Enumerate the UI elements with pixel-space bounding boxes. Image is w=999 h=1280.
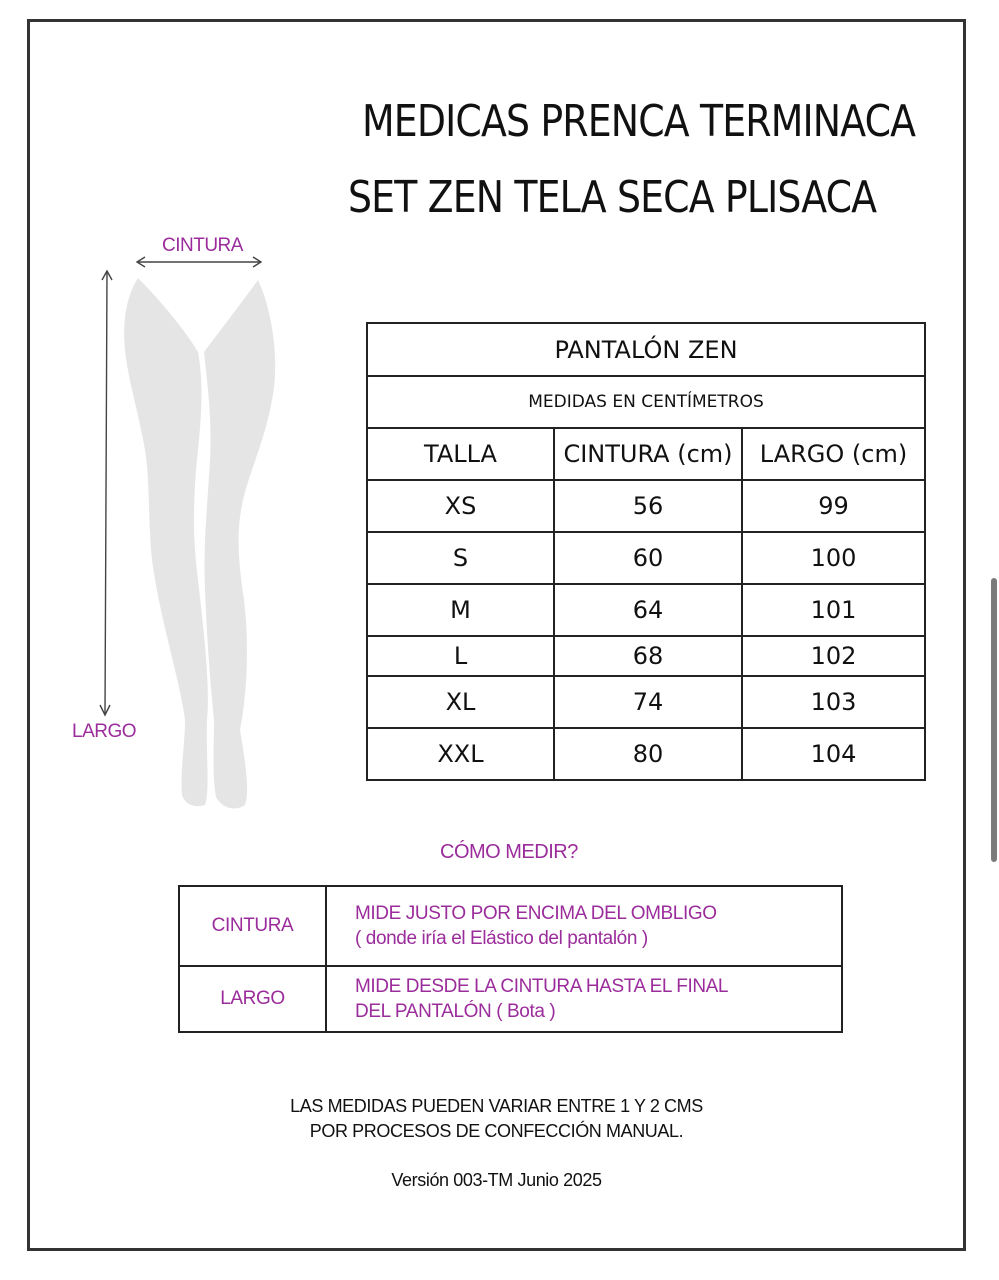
page-title-line-1: MEDICAS PRENCA TERMINACA	[362, 96, 916, 147]
instruction-line: MIDE DESDE LA CINTURA HASTA EL FINAL	[355, 976, 729, 997]
size-table-title: PANTALÓN ZEN	[367, 323, 925, 376]
waist-cell: 60	[554, 532, 742, 584]
how-to-measure-title: CÓMO MEDIR?	[440, 841, 578, 863]
column-header-talla: TALLA	[367, 428, 554, 480]
measure-key: CINTURA	[179, 886, 326, 966]
legs-illustration	[95, 252, 285, 817]
column-header-largo: LARGO (cm)	[742, 428, 925, 480]
waist-arrow	[137, 257, 261, 267]
size-cell: XS	[367, 480, 554, 532]
column-header-cintura: CINTURA (cm)	[554, 428, 742, 480]
instruction-line: ( donde iría el Elástico del pantalón )	[355, 928, 648, 949]
waist-label: CINTURA	[162, 235, 243, 256]
table-row	[367, 532, 925, 584]
measure-key: LARGO	[179, 966, 326, 1032]
measure-instruction	[326, 966, 842, 1032]
size-cell: S	[367, 532, 554, 584]
size-cell: M	[367, 584, 554, 636]
table-row	[179, 886, 842, 966]
page-title-line-2: SET ZEN TELA SECA PLISACA	[348, 172, 877, 223]
instruction-line: MIDE JUSTO POR ENCIMA DEL OMBLIGO	[355, 903, 717, 924]
size-cell: XXL	[367, 728, 554, 780]
length-cell: 99	[742, 480, 925, 532]
size-cell: XL	[367, 676, 554, 728]
table-row	[179, 966, 842, 1032]
length-cell: 104	[742, 728, 925, 780]
size-cell: L	[367, 636, 554, 676]
table-row	[367, 636, 925, 676]
waist-cell: 74	[554, 676, 742, 728]
table-row	[367, 676, 925, 728]
waist-cell: 64	[554, 584, 742, 636]
measure-instruction	[326, 886, 842, 966]
waist-cell: 80	[554, 728, 742, 780]
size-table-subtitle: MEDIDAS EN CENTÍMETROS	[367, 376, 925, 428]
waist-cell: 56	[554, 480, 742, 532]
table-row	[367, 584, 925, 636]
length-arrow	[100, 271, 112, 715]
variation-note-line-2: POR PROCESOS DE CONFECCIÓN MANUAL.	[309, 1121, 684, 1141]
legs-shape	[124, 278, 275, 808]
length-cell: 101	[742, 584, 925, 636]
length-cell: 103	[742, 676, 925, 728]
variation-note-line-1: LAS MEDIDAS PUEDEN VARIAR ENTRE 1 Y 2 CMS	[290, 1096, 703, 1116]
table-row	[367, 728, 925, 780]
version-label: Versión 003-TM Junio 2025	[391, 1170, 602, 1190]
length-label: LARGO	[72, 721, 137, 742]
scrollbar-thumb[interactable]	[991, 578, 997, 862]
size-table	[366, 322, 926, 781]
length-cell: 100	[742, 532, 925, 584]
length-cell: 102	[742, 636, 925, 676]
instruction-line: DEL PANTALÓN ( Bota )	[355, 1001, 556, 1022]
how-to-measure-table	[178, 885, 843, 1033]
waist-cell: 68	[554, 636, 742, 676]
table-row	[367, 480, 925, 532]
